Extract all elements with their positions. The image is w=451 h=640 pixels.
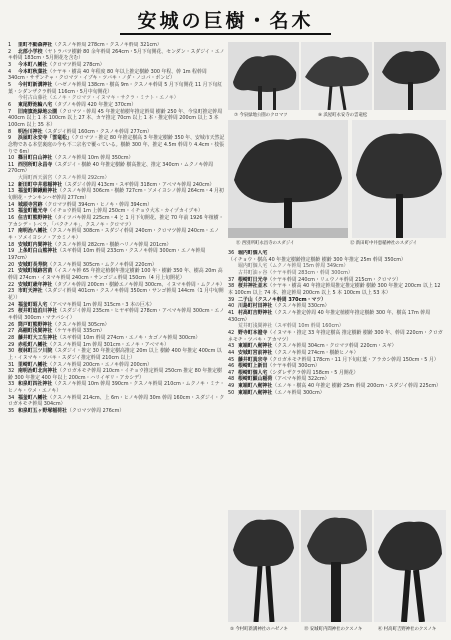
entry-place-name: 福釜町龍光寺: [18, 208, 48, 215]
tree-entry: [8, 109, 226, 129]
entry-detail: （スダジイ幹周 160cm・クスノキ幹周 277cm）: [42, 128, 153, 135]
entry-place-name: 今村町新溝神社: [18, 81, 53, 88]
entry-number: 2: [8, 48, 12, 55]
entry-number: 36: [228, 250, 235, 256]
tree-entry: [8, 328, 226, 335]
entry-detail: （ケヤキ・樹高 40 年程度 80 年以上推定樹齢 300 年程、幹 1m 程幹周 340cm・サザンチャ・クロマツ・イブキ・ツバキ・ノダ・ノコバ・ボンビ）: [8, 68, 207, 82]
entry-detail: （ハゼノキ幹周 138cm・樹高 9m・クスノキ幹周 5 月下旬開花 11 月下旬紅葉・シダンザクラ幹周 116cm・5月中旬開花）: [8, 81, 223, 95]
entry-number: 34: [8, 394, 15, 401]
entry-detail: （クスノキ幹周 330cm）: [272, 303, 330, 310]
entry-detail: （スダジイ・推定 30 年推定樹高推定 20m 以上 樹齢 400 年推定 400cm 以上・イヌマキ・ツバキ・スダジイ推定幹周 210cm 以上）: [8, 348, 222, 361]
photo-caption-4: ⑫ 新田町中井恵稲神社のスダジイ: [350, 241, 418, 246]
entry-place-name: 東端町八剱神社: [238, 343, 273, 350]
entry-number: 32: [8, 368, 15, 375]
entry-place-name: 和泉町四社神社: [18, 381, 53, 388]
tree-entry: [8, 368, 226, 381]
photo-caption-6: ⑱ 安城町内間神社のクスノキ: [304, 627, 363, 632]
entry-detail: （タブノキ幹周 200cm・樹齢エノキ幹周 300cm、イヌマキ幹周・ムクノキ）: [52, 281, 225, 288]
entry-number: 47: [228, 369, 235, 376]
entry-detail: （クロマツ幹周 276cm）: [66, 408, 125, 415]
tree-entry: [228, 250, 444, 263]
entry-detail: （タイツバキ幹周 225cm・4 と 1 月下旬開花、推定 70 年前 1926 年植樹・アカシデ・トベラ、「バクチノキ」、クスノキ・クロマツ）: [8, 215, 224, 228]
entry-detail: （クスノキ幹周 274cm・樹齢ヒノキ）: [272, 349, 359, 356]
tree-entry: [228, 263, 444, 270]
entry-detail: （クスノキ幹周 10m 幹周 390cm・クスノキ幹周 210cm・ムクノキ・ミナ・ヒノキ・ウメ・エノキ）: [8, 381, 225, 395]
tree-entry: [228, 350, 444, 357]
photo-caption-2: ⑨ 浜屋町永安寺の雲竜松: [318, 113, 368, 118]
entry-place-name: 根崎町顕山稲荷: [238, 376, 273, 383]
entry-detail: （イヌマキ・推定 33 年推定樹高 推定樹齢 樹齢 300 年、幹周 220cm・クロガネモチ・ツバキ・アカマツ）: [228, 329, 443, 343]
entry-detail: （クスノキ幹周 308cm・スダジイ幹周 240cm・クロマツ幹周 240cm・エノキ・ソメイヨシノ・アカミノキ）: [8, 228, 220, 242]
entry-detail: （ケヤキ・樹高 40 年推定幹周推定推定樹齢 樹齢 300 年推定 200cm 以上 12 本 100cm 以上 74 本、推定幹周 200cm 以上 5 本 100cm 以上 53 本）: [228, 283, 441, 296]
title-underline: [120, 33, 331, 35]
entry-number: 23: [8, 288, 15, 295]
entry-number: 12: [8, 181, 15, 188]
tree-entry: [8, 228, 226, 241]
tree-photo-4: [228, 120, 348, 238]
entry-number: 49: [228, 383, 235, 390]
tree-entry: [8, 49, 226, 62]
tree-photo-8: [374, 510, 446, 622]
tree-list-left: [8, 42, 226, 632]
entry-number: 21: [8, 268, 15, 275]
entry-place-name: 福釜町昭人宅: [18, 301, 48, 308]
entry-detail: 大岡町西天満宮（クスノキ幹周 292cm）: [18, 175, 110, 182]
entry-detail: （クスノキ幹周 282cm・樹齢ハリノキ幹周 201cm）: [52, 241, 172, 248]
entry-place-name: 赤松町八幡社: [18, 341, 48, 348]
entry-number: 46: [228, 363, 235, 370]
entry-number: 13: [8, 188, 15, 195]
entry-number: 15: [8, 208, 15, 215]
tree-entry: [8, 42, 226, 49]
entry-place-name: 篠目町白山神社: [18, 155, 53, 162]
entry-place-name: 安城町内間神社: [18, 241, 53, 248]
entry-place-name: 根崎町個人宅: [238, 369, 268, 376]
entry-number: 25: [8, 308, 15, 315]
entry-detail: （クスノキ幹周 200cm・エノキ幹周 200cm）: [47, 361, 153, 368]
entry-number: 14: [8, 201, 15, 208]
entry-detail: 今村古山藤社（エノキ・クロマツ・イヌマキ・サクラ・ミナト・エノキ）: [18, 95, 179, 102]
photo-caption-7: ㊶ 村高町吉野神社のクスノキ: [378, 627, 437, 632]
entry-number: 7: [8, 108, 12, 115]
entry-number: 37: [228, 276, 235, 283]
entry-number: 17: [8, 228, 15, 235]
entry-place-name: 浜屋町永安寺「雲竜松」: [18, 135, 72, 142]
entry-detail: （クロガネモチ幹周 210cm・イチョウ推定幹周 250cm 推定 80 年推定樹齢 300 年推定 400 年以上 200cm・ハリイギリ・アカシデ）: [8, 368, 222, 381]
entry-detail: （イチョウ・樹高 40 年推定樹齢推定樹齢 樹齢 300 年推定 25m 幹周 350cm）: [228, 256, 406, 263]
entry-place-name: 桜井町追泊川神社: [18, 308, 58, 315]
entry-place-name: 南明治町北向神社: [18, 368, 58, 375]
entry-detail: （クロマツ・推定 80 年推定樹高 3 年推定樹齢 350 年、安城市天然記念物である本堂裏庭の今も不二宗名で覆っている。樹齢 300 年、推定 4.5m 幹周り 4.4cm・枝張りで 6m）: [8, 135, 225, 155]
tree-entry: [8, 175, 226, 182]
entry-place-name: 西別所町永昌寺: [18, 161, 53, 168]
tree-entry: [8, 268, 226, 281]
entry-detail: （クスノキ幹周 214cm、上 6m・ヒノキ幹周 30m 幹周 160cm・スダジイ・クロガネモチ幹周 304cm）: [8, 394, 225, 408]
entry-detail: （タブノキ幹周 420 年推定 370cm）: [52, 101, 137, 108]
entry-detail: （クスノキ幹周 278cm・クスノキ幹周 321cm）: [52, 42, 162, 48]
entry-detail: （スダジイ幹周 413cm・スギ幹周 318cm・アベマキ幹周 240cm）: [62, 181, 215, 188]
entry-detail: （イチョウ幹周 1m 上幹周 250cm・イチョウ大木・カイヅカイブキ）: [47, 208, 203, 215]
entry-number: 45: [228, 356, 235, 363]
tree-entry: [8, 335, 226, 342]
entry-detail: （ケヤキ幹周 335cm）: [52, 328, 105, 335]
entry-place-name: 福釜町八幡社: [18, 394, 48, 401]
entry-place-name: 根崎町日光寺: [238, 276, 268, 283]
entry-detail: （クスノキ推定幹周 40 年推定植樹年推定樹齢 300 年、樹高 17m 幹周 430cm）: [228, 309, 431, 323]
tree-photo-6: [228, 510, 299, 622]
entry-place-name: 桜井神社並木: [238, 283, 268, 290]
tree-entry: [228, 310, 444, 323]
entry-number: 5: [8, 81, 12, 88]
entry-place-name: 今本町八幡社: [18, 61, 48, 68]
entry-place-name: 堀内町個人宅: [238, 250, 268, 256]
entry-number: 28: [8, 334, 15, 341]
tree-photo-5: [352, 120, 446, 238]
tree-entry: [8, 395, 226, 408]
entry-place-name: 安城町城跡宮苗: [18, 268, 53, 275]
entry-number: 9: [8, 135, 12, 142]
tree-entry: [8, 308, 226, 321]
entry-detail: （エノキ・樹高 40 年推定 樹齢 25m 幹周 200cm・スダジイ幹周 225cm）: [272, 383, 442, 390]
entry-number: 6: [8, 101, 12, 108]
entry-place-name: 今本町秋葉社: [18, 68, 48, 75]
entry-detail: （イスノキ幹 65 年推定植樹年推定樹齢 100 年・樹齢 350 年、樹高 20m 高幹周 274cm・イヌマキ幹周 240cm・サンゴジュ幹周 150cm（4 月上旬開花）: [8, 268, 223, 281]
tree-entry: [8, 188, 226, 201]
entry-number: 10: [8, 155, 15, 162]
entry-detail: （アベマキ幹周 322cm）: [272, 376, 330, 383]
tree-entry: [228, 363, 444, 370]
entry-detail: （スダジイ幹周 401cm・クスノキ幹周 350cm・サンゴ幹周 144cm（1 月中旬開花））: [8, 288, 224, 301]
entry-detail: （クスノキ幹周 305cm）: [52, 321, 110, 328]
entry-detail: （クスノキ幹周 305cm・ムクノキ幹周 220cm）: [47, 261, 157, 268]
entry-detail: （スギ幹周 10m 幹周 274cm・エノキ・カゴノキ幹周 300cm）: [57, 334, 201, 341]
entry-place-name: 住吉町熊野神社: [18, 215, 53, 222]
entry-detail: （クスノキ幹周 1m 幹周 301cm・エノキ・アベマキ）: [47, 341, 169, 348]
entry-place-name: 野寺町本證寺: [238, 329, 268, 336]
entry-number: 39: [228, 296, 235, 303]
entry-detail: （ヤトラバツ樹齢 80 余年幹周 264cm・5月下旬開花、センダン・スダジイ・エノキ幹周 183cm・5月開花を含む）: [8, 48, 225, 62]
tree-entry: [8, 215, 226, 228]
tree-photo-2: [301, 42, 372, 110]
entry-number: 4: [8, 68, 12, 75]
entry-number: 22: [8, 281, 15, 288]
entry-place-name: 明治川神社: [18, 128, 43, 135]
entry-number: 3: [8, 61, 12, 68]
tree-entry: [228, 303, 444, 310]
entry-number: 26: [8, 321, 15, 328]
entry-place-name: 村高町吉野神社: [238, 309, 273, 316]
entry-number: 44: [228, 349, 235, 356]
entry-detail: 堀内町個人宅（ムクノキ幹周 15m 幹周 349cm）: [238, 263, 349, 270]
tree-entry: [228, 390, 444, 397]
entry-place-name: 和泉町五ヶ野塚稲荷社: [18, 408, 67, 415]
tree-entry: [8, 155, 226, 162]
entry-place-name: 上条町白山熊神社: [18, 248, 58, 255]
entry-place-name: 高棚町浅間神社: [18, 328, 53, 335]
tree-entry: [8, 348, 226, 361]
entry-place-name: 東尾野池輪八宅: [18, 101, 53, 108]
entry-detail: （クロマツ・幹周 45 年推定植樹年推定幹周 樹齢 250 年、今泉町推定幹周 400cm 以上 1 本 100cm 以上 27 本、カヤ推定 70cm 以上 1 本・推定幹周 200cm 以上 3 本 100cm 以上 35 本）: [8, 108, 223, 128]
entry-number: 41: [228, 309, 235, 316]
entry-number: 27: [8, 328, 15, 335]
tree-entry: [8, 102, 226, 109]
entry-place-name: 市町天神社: [18, 288, 43, 295]
tree-entry: [8, 248, 226, 261]
photo-caption-3: ⑪ 西別所町永昌寺のスダジイ: [236, 241, 295, 246]
entry-detail: （アベマキ幹周 1m 幹周 315cm・3 本の巨木）: [47, 301, 155, 308]
entry-place-name: 安城町歳年神社: [18, 281, 53, 288]
entry-number: 35: [8, 408, 15, 415]
entry-detail: （スダジイ幹周 235cm・ヒヤギ幹周 278cm・アベマキ幹周 300cm・エノキ幹周 300cm・マテバシイ）: [8, 308, 225, 321]
entry-place-name: 筒戸町熊野神社: [18, 321, 53, 328]
tree-entry: [8, 82, 226, 95]
tree-entry: [8, 95, 226, 102]
tree-entry: [8, 408, 226, 415]
tree-entry: [228, 283, 444, 296]
entry-place-name: 桜林町三ツ川院: [18, 348, 53, 355]
entry-place-name: 根崎町上新田: [238, 363, 268, 370]
entry-detail: （スギ幹周 10m 幹周 233cm・クスノキ幹周 300cm・エノキ幹周 197cm）: [8, 248, 206, 261]
entry-place-name: 東端町八剱神社: [238, 383, 273, 390]
entry-detail: （クロマツ幹周 394cm・ヒノキ・幹周 394cm）: [42, 201, 153, 208]
entry-place-name: 旧南旗池緑地公園: [18, 108, 58, 115]
entry-number: 43: [228, 343, 235, 350]
entry-place-name: 南明治八幡社: [18, 228, 48, 235]
entry-detail: （クスノキ幹周 306cm・樹齢 727cm・ソメイヨシノ幹周 264cm・4 月初旬開花・ナンキンハゼ幹周 277cm）: [8, 188, 224, 202]
entry-place-name: 福釜町御鍬殿神社: [18, 188, 58, 195]
entry-number: 19: [8, 248, 15, 255]
entry-number: 18: [8, 241, 15, 248]
entry-place-name: 藤井町大工生神社: [18, 334, 58, 341]
entry-number: 42: [228, 329, 235, 336]
tree-photo-7: [301, 510, 372, 622]
tree-photo-1: [228, 42, 299, 110]
entry-number: 33: [8, 381, 15, 388]
entry-detail: 荒井町浅間神社（スギ幹周 10m 幹周 160cm）: [238, 323, 344, 330]
photo-caption-1: ⑦ 今泉緑地公園のクロマツ: [234, 113, 288, 118]
tree-entry: [8, 381, 226, 394]
entry-detail: （クスノキ幹周 304cm・クロマツ幹周 220cm・スギ）: [272, 343, 397, 350]
entry-place-name: 安城町宮前神社: [238, 349, 273, 356]
tree-entry: [228, 383, 444, 390]
entry-number: 11: [8, 161, 15, 168]
entry-place-name: 二子山（クスノキ幹周 370cm・マツ）: [238, 296, 326, 303]
tree-entry: [8, 62, 226, 69]
entry-detail: （シダレザクラ幹周 158cm・5 月開花）: [267, 369, 359, 376]
tree-entry: [228, 330, 444, 343]
entry-number: 30: [8, 348, 15, 355]
tree-entry: [228, 323, 444, 330]
entry-number: 40: [228, 303, 235, 310]
entry-number: 20: [8, 261, 15, 268]
tree-entry: [8, 69, 226, 82]
entry-detail: （ケヤキ幹周 300cm）: [267, 363, 320, 370]
entry-place-name: 里町不動森神社: [18, 42, 53, 48]
entry-place-name: 里崎町八幡社: [18, 361, 48, 368]
entry-number: 24: [8, 301, 15, 308]
entry-detail: （クロガネモチ幹周 178cm・11 月下旬紅葉・アラカシ幹周 150cm・5 月）: [267, 356, 439, 363]
tree-entry: [228, 270, 444, 277]
tree-entry: [8, 162, 226, 175]
entry-place-name: 藤井町真宗寺: [238, 356, 268, 363]
photo-caption-5: ⑤ 今村町新溝神社のハゼノキ: [230, 627, 288, 632]
entry-number: 38: [228, 283, 235, 290]
tree-entry: [8, 135, 226, 155]
entry-place-name: 東端町八剱神社: [238, 389, 273, 396]
page-title: 安城の巨樹・名木: [137, 10, 314, 32]
entry-number: 31: [8, 361, 15, 368]
entry-number: 50: [228, 389, 235, 396]
entry-number: 48: [228, 376, 235, 383]
tree-list-right: [228, 250, 444, 500]
entry-place-name: 北部小学校: [18, 48, 43, 55]
entry-place-name: 新田町中井恵稲神社: [18, 181, 63, 188]
tree-entry: [228, 343, 444, 350]
entry-detail: （スダジイ・樹齢 40 年推定樹齢 樹高推定、推定 340cm・ムクノキ幹周 270cm）: [8, 161, 213, 175]
entry-number: 16: [8, 215, 15, 222]
entry-place-name: 安城町長寿院: [18, 261, 48, 268]
entry-detail: （エノキ幹周 300cm）: [272, 389, 325, 396]
entry-detail: （クロマツ幹周 278cm）: [47, 61, 105, 68]
entry-number: 8: [8, 128, 12, 135]
entry-place-name: 川島町村田神社: [238, 303, 273, 310]
tree-photo-3: [374, 42, 446, 110]
entry-place-name: 城頭寺宮跡: [18, 201, 43, 208]
entry-detail: （クスノキ幹周 10m 幹周 350cm）: [52, 155, 134, 162]
entry-detail: （ケヤキ幹周 240cm・リュウノキ幹周 215cm・クロマツ）: [267, 276, 402, 283]
tree-entry: [8, 288, 226, 301]
entry-detail: 古井町油ヶ谷（ケヤキ幹周 283cm・幹周 300cm）: [238, 269, 353, 276]
entry-number: 1: [8, 42, 12, 48]
entry-number: 29: [8, 341, 15, 348]
